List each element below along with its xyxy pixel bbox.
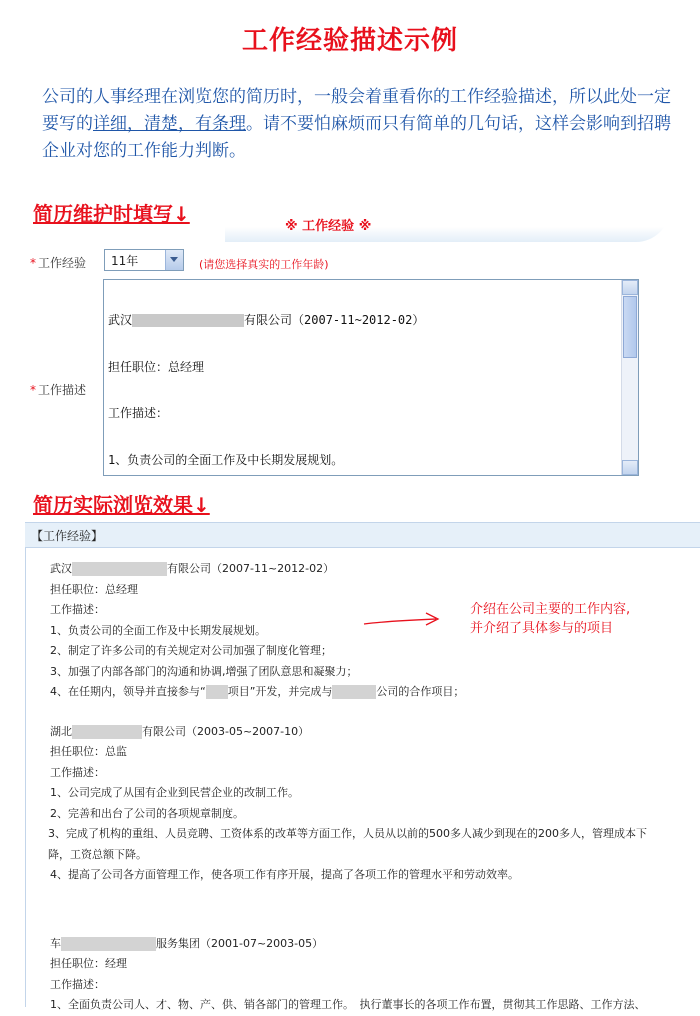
job-desc-label: 工作描述： <box>50 977 105 991</box>
section-heading-maintain: 简历维护时填写↓ <box>33 202 190 226</box>
job-spacer <box>50 886 700 934</box>
years-label: * 工作经验 <box>30 256 87 270</box>
annotation-line-1: 介绍在公司主要的工作内容, <box>470 602 631 617</box>
years-hint: (请您选择真实的工作年龄) <box>199 258 329 271</box>
intro-paragraph <box>42 84 682 165</box>
redacted-company-name <box>332 685 376 699</box>
intro-text-underlined: 详细，清楚，有条理 <box>93 114 246 134</box>
description-label-text: 工作描述 <box>38 383 87 397</box>
job-spacer <box>50 703 700 722</box>
job-position: 担任职位：总经理 <box>50 582 138 596</box>
annotation-line-2: 并介绍了具体参与的项目 <box>470 621 614 636</box>
job-desc-label: 工作描述： <box>50 765 105 779</box>
redacted-company-name <box>72 562 167 576</box>
job-heading: 车 服务集团（2001-07~2003-05） <box>50 936 324 950</box>
years-select-value: 11年 <box>111 254 139 268</box>
job-desc-item: 1、公司完成了从国有企业到民营企业的改制工作。 <box>50 786 299 799</box>
work-experience-list <box>50 559 700 1016</box>
work-experience-banner-title: ※ 工作经验 ※ <box>285 219 372 234</box>
section-heading-preview: 简历实际浏览效果↓ <box>33 493 210 517</box>
job-position: 担任职位：总监 <box>50 745 127 758</box>
job-desc-item: 3、完成了机构的重组、人员竞聘、工资体系的改革等方面工作，人员从以前的500多人减少到现在的200多人，管理成本下降，工资总额下降。 <box>48 827 647 861</box>
page-title: 工作经验描述示例 <box>241 26 458 56</box>
redacted-company-name <box>72 725 142 739</box>
redacted-project-name <box>206 685 228 699</box>
redacted-company-name <box>132 314 244 327</box>
work-description-textarea[interactable] <box>103 279 639 476</box>
textarea-line: 工作描述： <box>108 406 169 420</box>
textarea-line: 1、负责公司的全面工作及中长期发展规划。 <box>108 452 344 467</box>
job-desc-item: 2、完善和出台了公司的各项规章制度。 <box>50 806 244 820</box>
job-desc-item: 1、全面负责公司人、才、物、产、供、销各部门的管理工作。 执行董事长的各项工作布置，贯彻其工作思路、工作方法、 <box>50 998 646 1011</box>
job-heading: 湖北 有限公司（2003-05~2007-10） <box>50 724 310 738</box>
textarea-content <box>108 282 620 476</box>
textarea-scrollbar[interactable] <box>621 280 638 475</box>
scrollbar-thumb[interactable] <box>623 296 637 358</box>
chevron-down-icon[interactable] <box>165 250 183 270</box>
textarea-line: 武汉 有限公司（2007-11~2012-02） <box>108 313 425 327</box>
job-desc-item: 1、负责公司的全面工作及中长期发展规划。 <box>50 623 266 637</box>
years-select[interactable] <box>104 249 184 271</box>
scroll-down-icon[interactable] <box>622 460 638 475</box>
job-desc-item: 4、在任期内，领导并直接参与“ 项目”开发，并完成与 公司的合作项目； <box>50 685 465 698</box>
job-heading: 武汉 有限公司（2007-11~2012-02） <box>50 562 335 575</box>
job-desc-item: 3、加强了内部各部门的沟通和协调,增强了团队意思和凝聚力； <box>50 664 358 678</box>
job-position: 担任职位：经理 <box>50 957 127 970</box>
textarea-line: 担任职位：总经理 <box>108 359 205 374</box>
description-label: * 工作描述 <box>30 383 87 397</box>
redacted-company-name <box>61 937 156 951</box>
scroll-up-icon[interactable] <box>622 280 638 295</box>
work-experience-panel-header <box>25 522 700 548</box>
years-label-text: 工作经验 <box>38 256 87 270</box>
intro-text-after: 。请不要怕麻烦而只有简单的几句话，这样会影响到招聘企业对您的工作能力判断。 <box>42 114 671 161</box>
job-desc-item: 2、制定了许多公司的有关规定对公司加强了制度化管理； <box>50 644 332 657</box>
job-desc-item: 4、提高了公司各方面管理工作，使各项工作有序开展，提高了各项工作的管理水平和劳动效率。 <box>50 868 519 881</box>
job-desc-label: 工作描述： <box>50 603 105 616</box>
panel-title: 【工作经验】 <box>31 529 104 543</box>
intro-text-before: 公司的人事经理在浏览您的简历时，一般会着重看你的工作经验描述，所以此处一定要写的 <box>42 87 671 134</box>
